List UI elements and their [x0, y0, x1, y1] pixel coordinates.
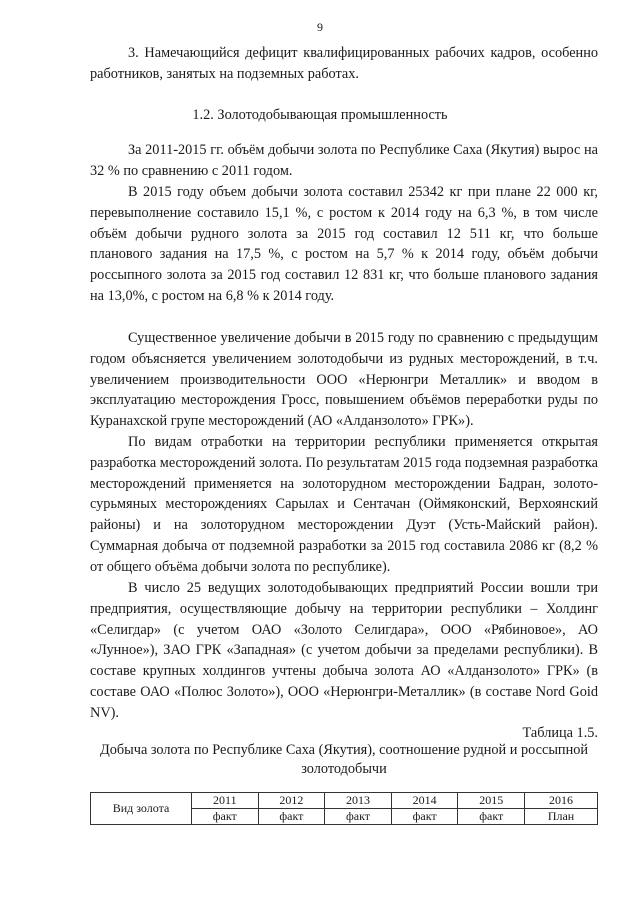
subheader-cell: факт: [192, 809, 259, 825]
year-header: 2013: [325, 793, 392, 809]
subheader-cell: факт: [458, 809, 525, 825]
page-number: 9: [317, 20, 323, 34]
paragraph-2: В 2015 году объем добычи золота составил 25342 кг при плане 22 000 кг, перевыполнение составило 15,1 %, с ростом к 2014 году на 6,3 %, в том числе объём добычи рудного золота за 2015 год составил 12 511 кг, что больше планового задания на 17,5 %, с ростом на 5,7 % к 2014 году, объём добычи россыпного золота за 2015 год составил 12 831 кг, что больше планового задания на 13,0%, с ростом на 6,8 % к 2014 году.: [90, 184, 598, 304]
subheader-cell: факт: [258, 809, 325, 825]
subheader-cell: факт: [325, 809, 392, 825]
year-header: 2014: [391, 793, 458, 809]
section-heading: 1.2. Золотодобывающая промышленность: [192, 107, 448, 123]
year-header: 2012: [258, 793, 325, 809]
paragraph-3: Существенное увеличение добычи в 2015 году по сравнению с предыдущим годом объясняется увеличением золотодобычи из рудных месторождений, в т.ч. увеличением производительности ООО «Нерюнгри Металлик» и вводом в эксплуатацию месторождения Гросс, повышением объёмов переработки руды по Куранахской групе месторождений (АО «Алданзолото» ГРК»).: [90, 330, 598, 430]
subheader-cell: факт: [391, 809, 458, 825]
paragraph-1: За 2011-2015 гг. объём добычи золота по Республике Саха (Якутия) вырос на 32 % по сравнению с 2011 годом.: [90, 142, 598, 179]
table-header-row: [91, 793, 598, 809]
table-title: Добыча золота по Республике Саха (Якутия), соотношение рудной и россыпной золотодобычи: [99, 742, 589, 777]
table-number: Таблица 1.5.: [522, 725, 598, 741]
year-header: 2016: [525, 793, 598, 809]
year-header: 2015: [458, 793, 525, 809]
paragraph-4: По видам отработки на территории республики применяется открытая разработка месторождений золота. По результатам 2015 года подземная разработка месторождений применяется на золоторудном месторождении Бадран, золото-сурьмяных месторождениях Сарылах и Сентачан (Оймяконский, Верхоянский районы) и на золоторудном месторождении Дуэт (Усть-Майский район). Суммарная добыча от подземной разработки за 2015 год составила 2086 кг (8,2 % от общего объёма добычи золота по республике).: [90, 434, 598, 575]
subheader-cell: План: [525, 809, 598, 825]
paragraph-intro: 3. Намечающийся дефицит квалифицированных рабочих кадров, особенно работников, занятых на подземных работах.: [90, 45, 598, 82]
kind-header: Вид золота: [91, 793, 192, 825]
gold-table: [90, 792, 598, 825]
paragraph-5: В число 25 ведущих золотодобывающих предприятий России вошли три предприятия, осуществляющие добычу на территории республики – Холдинг «Селигдар» (с учетом ОАО «Золото Селигдара», ООО «Рябиновое», АО «Лунное»), ЗАО ГРК «Западная» (с учетом добычи за пределами республики). В составе крупных холдингов учтены добыча золота АО «Алданзолото» ГРК» (в составе ОАО «Полюс Золото»), ООО «Нерюнгри-Металлик» (в составе Nord Goid NV).: [90, 580, 598, 721]
year-header: 2011: [192, 793, 259, 809]
